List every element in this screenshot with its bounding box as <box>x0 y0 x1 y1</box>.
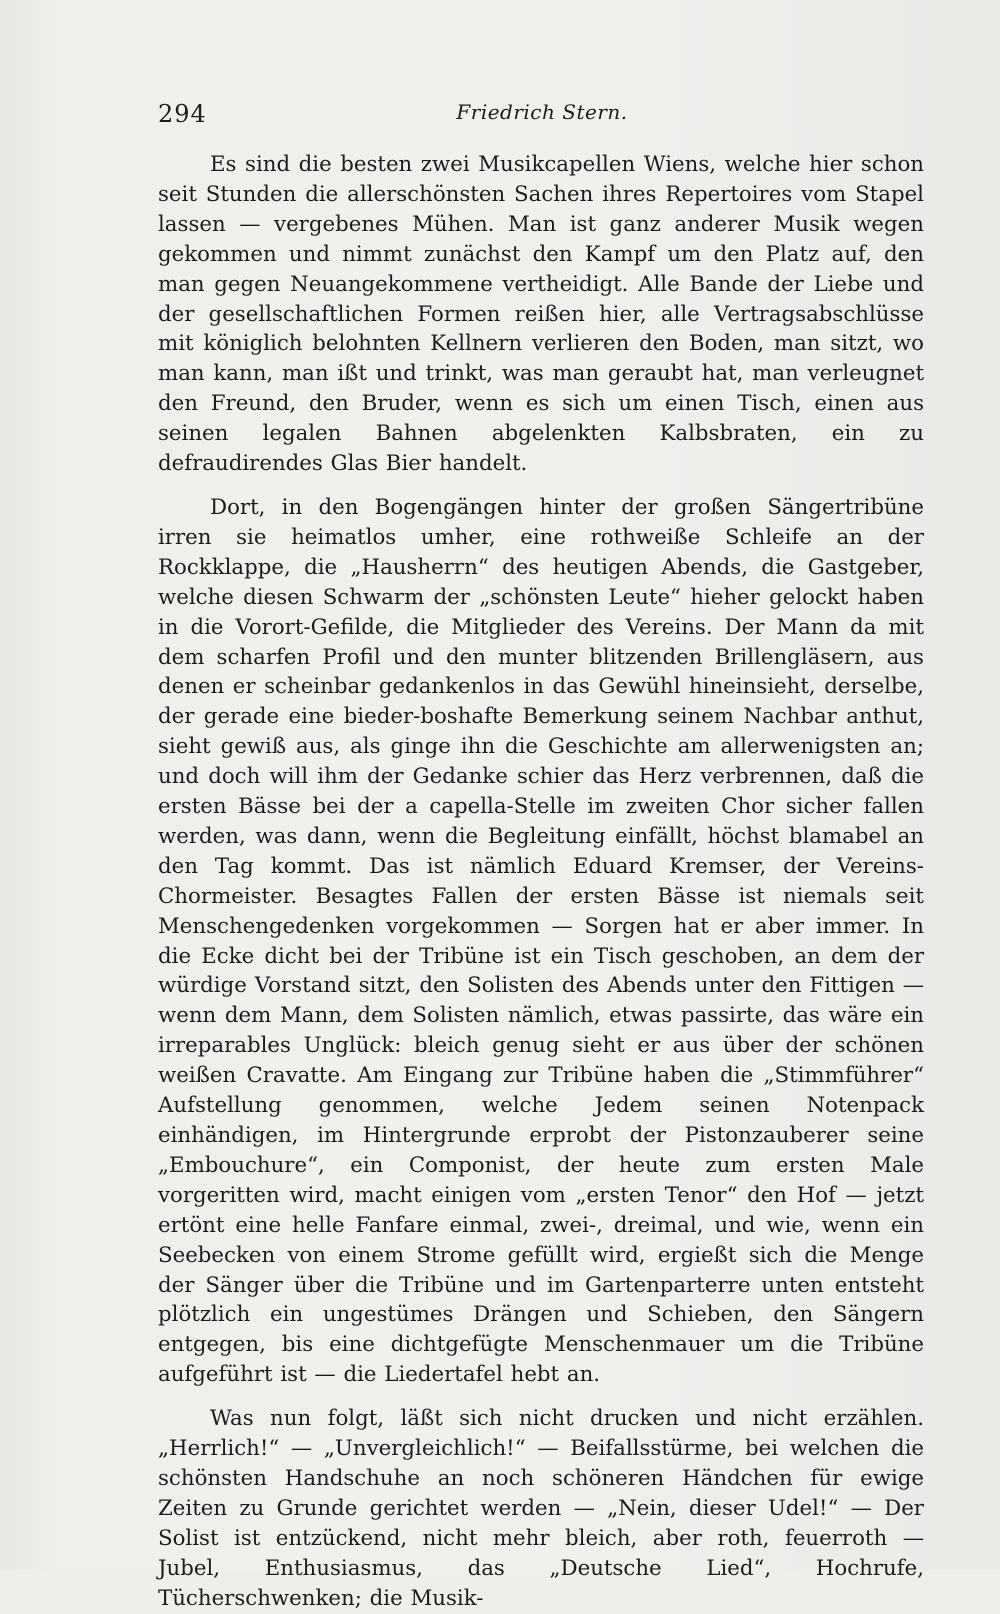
paragraph-3: Was nun folgt, läßt sich nicht drucken und nicht erzählen. „Herrlich!“ — „Unvergleichlich!“ — Beifallsstürme, bei welchen die schönsten Handschuhe an noch schöneren Händchen für ewige Zeiten zu Grunde gerichtet werden — „Nein, dieser Udel!“ — Der Solist ist entzückend, nicht mehr bleich, aber roth, feuerroth — Jubel, Enthusiasmus, das „Deutsche Lied“, Hochrufe, Tücherschwenken; die Musik- <box>158 1406 924 1611</box>
body-text <box>158 150 924 1614</box>
running-title: Friedrich Stern. <box>456 100 628 124</box>
page-number: 294 <box>158 100 207 128</box>
paragraph-1: Es sind die besten zwei Musikcapellen Wiens, welche hier schon seit Stunden die allerschönsten Sachen ihres Repertoires vom Stapel lassen — vergebenes Mühen. Man ist ganz anderer Musik wegen gekommen und nimmt zunächst den Kampf um den Platz auf, den man gegen Neuangekommene vertheidigt. Alle Bande der Liebe und der gesellschaftlichen Formen reißen hier, alle Vertragsabschlüsse mit königlich belohnten Kellnern verlieren den Boden, man sitzt, wo man kann, man ißt und trinkt, was man geraubt hat, man verleugnet den Freund, den Bruder, wenn es sich um einen Tisch, einen aus seinen legalen Bahnen abgelenkten Kalbsbraten, ein zu defraudirendes Glas Bier handelt. <box>158 152 924 477</box>
running-head <box>158 100 926 140</box>
paragraph-2: Dort, in den Bogengängen hinter der großen Sängertribüne irren sie heimatlos umher, eine rothweiße Schleife an der Rockklappe, die „Hausherrn“ des heutigen Abends, die Gastgeber, welche diesen Schwarm der „schönsten Leute“ hieher gelockt haben in die Vorort-Gefilde, die Mitglieder des Vereins. Der Mann da mit dem scharfen Profil und den munter blitzenden Brillengläsern, aus denen er scheinbar gedankenlos in das Gewühl hineinsieht, derselbe, der gerade eine bieder-boshafte Bemerkung seinem Nachbar anthut, sieht gewiß aus, als ginge ihn die Geschichte am allerwenigsten an; und doch will ihm der Gedanke schier das Herz verbrennen, daß die ersten Bässe bei der a capella-Stelle im zweiten Chor sicher fallen werden, was dann, wenn die Begleitung einfällt, höchst blamabel an den Tag kommt. Das ist nämlich Eduard Kremser, der Vereins-Chormeister. Besagtes Fallen der ersten Bässe ist niemals seit Menschengedenken vorgekommen — Sorgen hat er aber immer. In die Ecke dicht bei der Tribüne ist ein Tisch geschoben, an dem der würdige Vorstand sitzt, den Solisten des Abends unter den Fittigen — wenn dem Mann, dem Solisten nämlich, etwas passirte, das wäre ein irreparables Unglück: bleich genug sieht er aus über der schönen weißen Cravatte. Am Eingang zur Tribüne haben die „Stimmführer“ Aufstellung genommen, welche Jedem seinen Notenpack einhändigen, im Hintergrunde erprobt der Pistonzauberer seine „Embouchure“, ein Componist, der heute zum ersten Male vorgeritten wird, macht einigen vom „ersten Tenor“ den Hof — jetzt ertönt eine helle Fanfare einmal, zwei-, dreimal, und wie, wenn ein Seebecken von einem Strome gefüllt wird, ergießt sich die Menge der Sänger über die Tribüne und im Gartenparterre unten entsteht plötzlich ein ungestümes Drängen und Schieben, den Sängern entgegen, bis eine dichtgefügte Menschenmauer um die Tribüne aufgeführt ist — die Liedertafel hebt an. <box>158 494 924 1388</box>
